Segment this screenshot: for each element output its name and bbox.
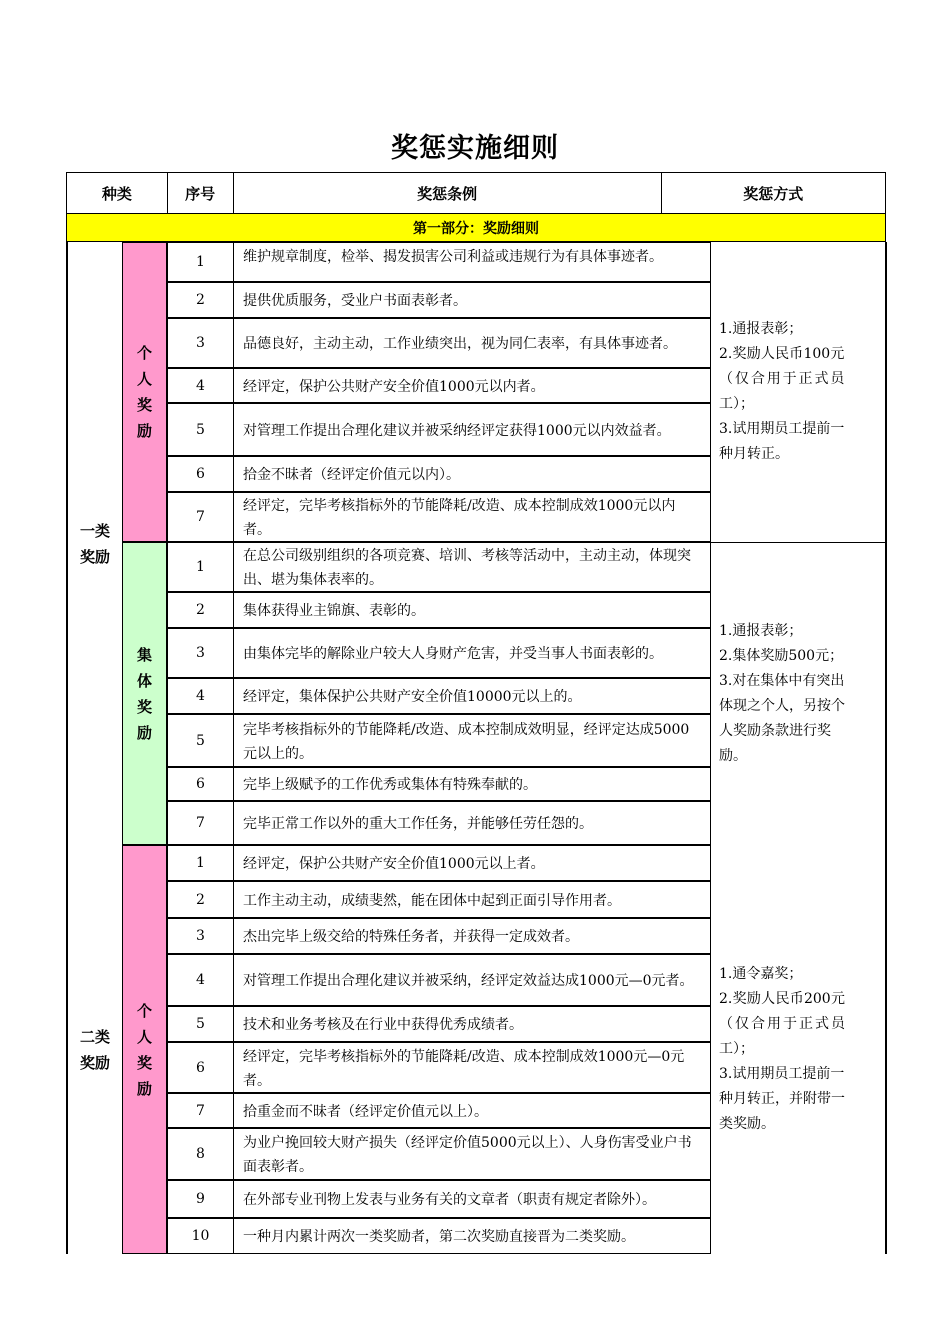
table-right-border	[885, 242, 887, 1254]
method-line: 励。	[719, 747, 747, 764]
method-text	[719, 962, 845, 1137]
row-number: 1	[167, 845, 233, 881]
row-number: 2	[167, 282, 233, 318]
row-rule-text: 拾金不昧者（经评定价值元以内）。	[233, 456, 711, 492]
table-row	[167, 318, 711, 368]
row-rule-text: 在外部专业刊物上发表与业务有关的文章者（职责有规定者除外）。	[233, 1180, 711, 1218]
method-text	[719, 619, 845, 769]
header-category: 种类	[67, 173, 168, 213]
method-line: 类奖励。	[719, 1116, 775, 1132]
table-row	[167, 767, 711, 801]
table-row	[167, 456, 711, 492]
table-header	[66, 172, 886, 214]
table-row	[167, 1006, 711, 1042]
table-row	[167, 403, 711, 456]
group-label: 个人奖励	[136, 1001, 152, 1098]
method-line: 1.通令嘉奖；	[719, 966, 803, 982]
method-class-two	[711, 845, 885, 1254]
table-row	[167, 1180, 711, 1218]
row-rule-text: 拾重金而不昧者（经评定价值元以上）。	[233, 1093, 711, 1128]
table-row	[167, 492, 711, 542]
group-personal-reward-1	[122, 242, 167, 542]
row-rule-text: 经评定，完毕考核指标外的节能降耗/改造、成本控制成效1000元—0元者。	[233, 1042, 711, 1093]
group-label: 集体奖励	[136, 645, 152, 742]
table-row	[167, 881, 711, 918]
row-rule-text: 维护规章制度，检举、揭发损害公司利益或违规行为有具体事迹者。	[233, 242, 711, 282]
row-rule-text: 经评定，完毕考核指标外的节能降耗/改造、成本控制成效1000元以内者。	[233, 492, 711, 542]
table-row	[167, 714, 711, 767]
row-number: 7	[167, 492, 233, 542]
table-row	[167, 242, 711, 282]
header-rule: 奖惩条例	[234, 173, 662, 213]
category-class-two-label	[68, 1024, 122, 1076]
table-row	[167, 628, 711, 678]
method-line: 种月转正。	[719, 446, 789, 462]
method-line: 3.对在集体中有突出	[719, 672, 845, 689]
table-row	[167, 845, 711, 881]
row-rule-text: 经评定，集体保护公共财产安全价值10000元以上的。	[233, 678, 711, 714]
table-row	[167, 678, 711, 714]
method-line: 2.集体奖励500元；	[719, 647, 844, 664]
row-rule-text: 为业户挽回较大财产损失（经评定价值5000元以上）、人身伤害受业户书面表彰者。	[233, 1128, 711, 1180]
row-number: 4	[167, 678, 233, 714]
table-row	[167, 1093, 711, 1128]
row-rule-text: 在总公司级别组织的各项竞赛、培训、考核等活动中，主动主动，体现突出、堪为集体表率的。	[233, 542, 711, 592]
row-number: 5	[167, 403, 233, 456]
category-class-two	[68, 1024, 122, 1076]
row-rule-text: 由集体完毕的解除业户较大人身财产危害，并受当事人书面表彰的。	[233, 628, 711, 678]
row-number: 3	[167, 318, 233, 368]
row-rule-text: 提供优质服务，受业户书面表彰者。	[233, 282, 711, 318]
method-line: 3.试用期员工提前一	[719, 421, 845, 437]
row-rule-text: 集体获得业主锦旗、表彰的。	[233, 592, 711, 628]
category-label-line: 奖励	[79, 548, 110, 566]
table-row	[167, 918, 711, 954]
method-line: 工）；	[719, 396, 754, 412]
method-line: 体现之个人，另按个	[719, 697, 845, 714]
row-number: 3	[167, 918, 233, 954]
row-number: 1	[167, 242, 233, 282]
row-number: 6	[167, 456, 233, 492]
method-line: 人奖励条款进行奖	[719, 722, 831, 739]
row-number: 2	[167, 881, 233, 918]
method-line: 种月转正，并附带一	[719, 1091, 845, 1107]
row-rule-text: 对管理工作提出合理化建议并被采纳，经评定效益达成1000元—0元者。	[233, 954, 711, 1006]
table-left-border	[66, 242, 68, 1254]
row-number: 4	[167, 954, 233, 1006]
row-number: 5	[167, 1006, 233, 1042]
row-rule-text: 一种月内累计两次一类奖励者，第二次奖励直接晋为二类奖励。	[233, 1218, 711, 1254]
method-line: 2.奖励人民币100元	[719, 346, 845, 362]
row-rule-text: 品德良好，主动主动，工作业绩突出，视为同仁表率，有具体事迹者。	[233, 318, 711, 368]
table-row	[167, 1128, 711, 1180]
page-title: 奖惩实施细则	[391, 133, 559, 164]
method-collective	[711, 542, 885, 845]
table-row	[167, 801, 711, 845]
category-label-line: 奖励	[79, 1054, 110, 1072]
row-rule-text: 技术和业务考核及在行业中获得优秀成绩者。	[233, 1006, 711, 1042]
method-class-one	[711, 242, 885, 542]
row-rule-text: 杰出完毕上级交给的特殊任务者，并获得一定成效者。	[233, 918, 711, 954]
method-line: 1.通报表彰；	[719, 622, 803, 639]
table-row	[167, 954, 711, 1006]
method-text	[719, 317, 844, 467]
row-rule-text: 完毕考核指标外的节能降耗/改造、成本控制成效明显，经评定达成5000元以上的。	[233, 714, 711, 767]
row-number: 5	[167, 714, 233, 767]
row-number: 4	[167, 368, 233, 403]
method-line: 1.通报表彰；	[719, 321, 803, 337]
method-line: （仅合用于正式员	[719, 1016, 845, 1032]
method-line: （仅合用于正式员	[719, 371, 845, 387]
table-row	[167, 592, 711, 628]
row-number: 8	[167, 1128, 233, 1180]
group-collective-reward	[122, 542, 167, 845]
row-number: 1	[167, 542, 233, 592]
row-rule-text: 完毕正常工作以外的重大工作任务，并能够任劳任怨的。	[233, 801, 711, 845]
table-row	[167, 542, 711, 592]
row-rule-text: 对管理工作提出合理化建议并被采纳经评定获得1000元以内效益者。	[233, 403, 711, 456]
row-number: 10	[167, 1218, 233, 1254]
row-number: 2	[167, 592, 233, 628]
row-rule-text: 完毕上级赋予的工作优秀或集体有特殊奉献的。	[233, 767, 711, 801]
header-method: 奖惩方式	[743, 184, 804, 203]
table-row	[167, 368, 711, 403]
category-label-line: 一类	[79, 522, 110, 540]
method-line: 2.奖励人民币200元	[719, 991, 845, 1007]
method-line: 工）；	[719, 1041, 754, 1057]
row-number: 7	[167, 801, 233, 845]
category-label-line: 二类	[79, 1028, 110, 1046]
table-row	[167, 1218, 711, 1254]
category-class-one	[68, 518, 122, 570]
row-rule-text: 经评定，保护公共财产安全价值1000元以内者。	[233, 368, 711, 403]
method-line: 3.试用期员工提前一	[719, 1066, 845, 1082]
table-row	[167, 1042, 711, 1093]
row-number: 6	[167, 1042, 233, 1093]
group-personal-reward-2	[122, 845, 167, 1254]
row-number: 7	[167, 1093, 233, 1128]
category-class-one-label	[68, 518, 122, 570]
row-number: 6	[167, 767, 233, 801]
row-rule-text: 经评定，保护公共财产安全价值1000元以上者。	[233, 845, 711, 881]
table-row	[167, 282, 711, 318]
row-number: 9	[167, 1180, 233, 1218]
part-one-banner: 第一部分：奖励细则	[66, 214, 886, 242]
row-rule-text: 工作主动主动，成绩斐然，能在团体中起到正面引导作用者。	[233, 881, 711, 918]
group-label: 个人奖励	[136, 344, 152, 440]
header-number: 序号	[168, 173, 234, 213]
row-number: 3	[167, 628, 233, 678]
